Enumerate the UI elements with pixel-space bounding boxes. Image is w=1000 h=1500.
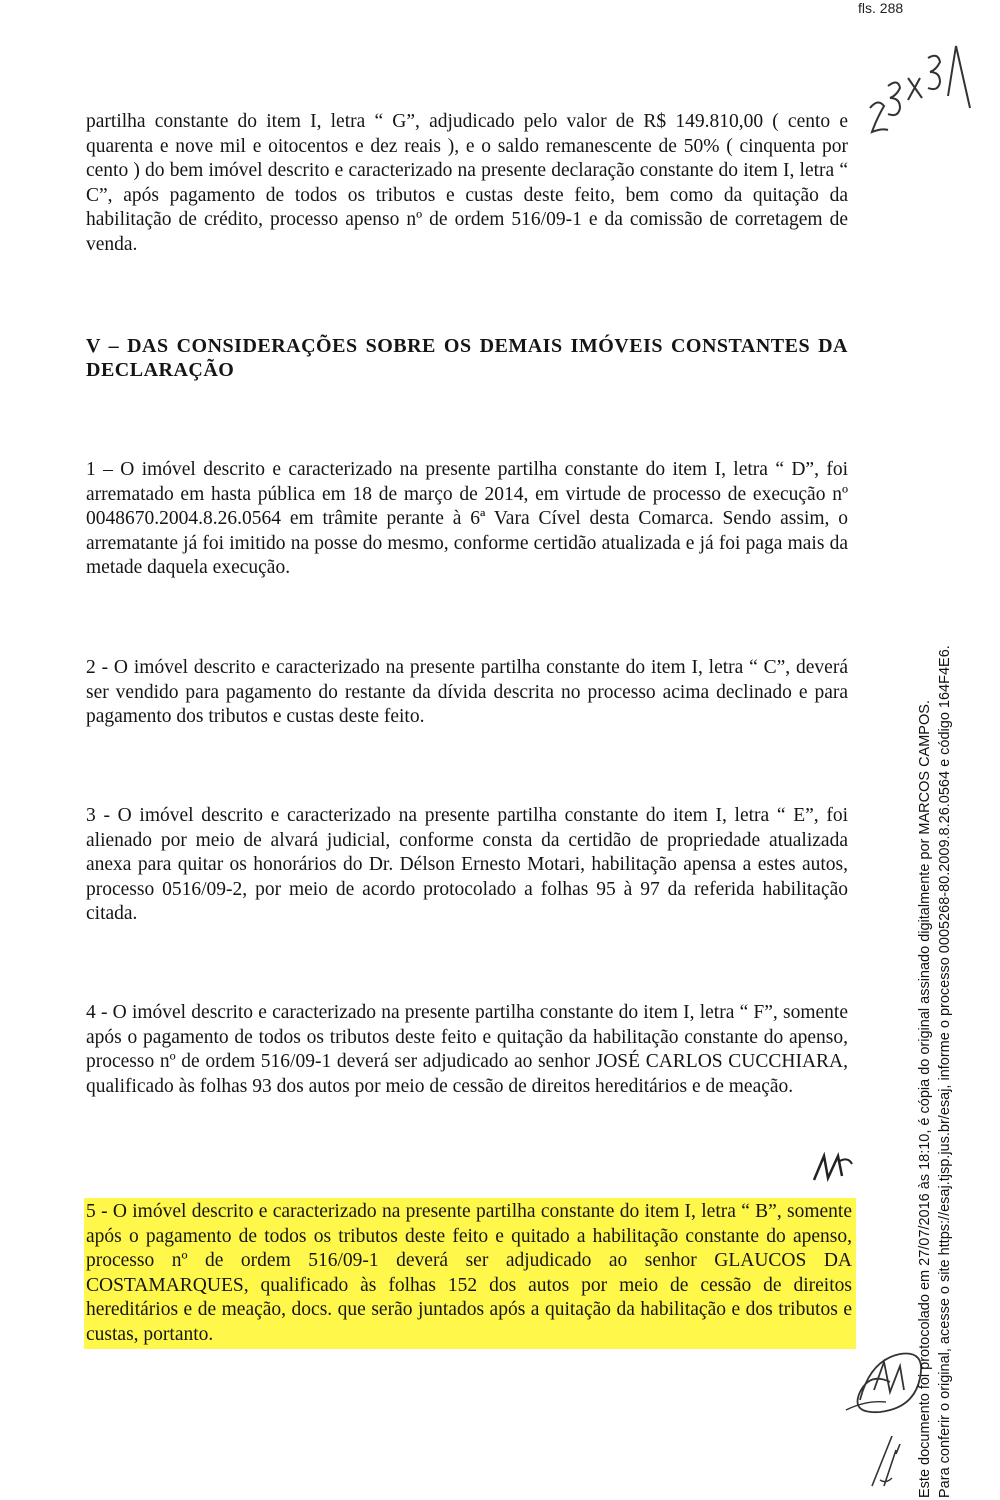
section-heading: V – DAS CONSIDERAÇÕES SOBRE OS DEMAIS IMÓVEIS CONSTANTES DA DECLARAÇÃO — [86, 335, 848, 381]
paragraph-item-4: 4 - O imóvel descrito e caracterizado na presente partilha constante do item I, letra “ F”, somente após o pagamento de todos os tributos deste feito e quitação da habilitação constante do apenso, processo nº de ordem 516/09-1 deverá ser adjudicado ao senhor JOSÉ CARLOS CUCCHIARA, qualificado às folhas 93 dos autos por meio de cessão de direitos hereditários e de meação. — [86, 1002, 848, 1097]
paragraph-item-3: 3 - O imóvel descrito e caracterizado na presente partilha constante do item I, letra “ E”, foi alienado por meio de alvará judicial, conforme consta da certidão de propriedade atualizada anexa para quitar os honorários do Dr. Délson Ernesto Motari, habilitação apensa a estes autos, processo 0516/09-2, por meio de acordo protocolado a folhas 95 à 97 da referida habilitação citada. — [86, 805, 848, 924]
paragraph-item-1: 1 – O imóvel descrito e caracterizado na presente partilha constante do item I, letra “ D”, foi arrematado em hasta pública em 18 de março de 2014, em virtude de processo de execução nº 0048670.2004.8.26.0564 em trâmite perante à 6ª Vara Cível desta Comarca. Sendo assim, o arrematante já foi imitido na posse do mesmo, conforme certidão atualizada e já foi paga mais da metade daquela execução. — [86, 459, 848, 578]
handwritten-page-annotation — [858, 38, 978, 148]
stamp-line-1: Este documento foi protocolado em 27/07/2016 às 18:10, é cópia do original assinado digitalmente por MARCOS CAMPOS. — [917, 700, 933, 1498]
stamp-line-2: Para conferir o original, acesse o site https://esaj.tjsp.jus.br/esaj, informe o processo 0005268-80.2009.8.26.0564 e código 164F4E6. — [937, 645, 953, 1498]
continuation-paragraph: partilha constante do item I, letra “ G”, adjudicado pelo valor de R$ 149.810,00 ( cento e quarenta e nove mil e oitocentos e dez reais ), e o saldo remanescente de 50% ( cinquenta por cento ) do bem imóvel descrito e caracterizado na presente declaração constante do item I, letra “ C”, após pagamento de todos os tributos e custas deste feito, bem como da quitação da habilitação de crédito, processo apenso nº de ordem 516/09-1 e da comissão de corretagem de venda. — [86, 111, 848, 255]
digital-signature-stamp — [915, 508, 955, 1498]
initials-mark — [808, 1150, 858, 1184]
paragraph-item-2: 2 - O imóvel descrito e caracterizado na presente partilha constante do item I, letra “ C”, deverá ser vendido para pagamento do restante da dívida descrita no processo acima declinado e para pagamento dos tributos e custas deste feito. — [86, 657, 848, 727]
page-number: fls. 288 — [858, 0, 904, 16]
paragraph-item-5-highlighted: 5 - O imóvel descrito e caracterizado na presente partilha constante do item I, letra “ B”, somente após o pagamento de todos os tributos deste feito e quitado a habilitação constante do apenso, processo nº de ordem 516/09-1 deverá ser adjudicado ao senhor GLAUCOS DA COSTAMARQUES, qualificado às folhas 152 dos autos por meio de cessão de direitos hereditários e de meação, docs. que serão juntados após a quitação da habilitação e dos tributos e custas, portanto. — [84, 1198, 856, 1349]
